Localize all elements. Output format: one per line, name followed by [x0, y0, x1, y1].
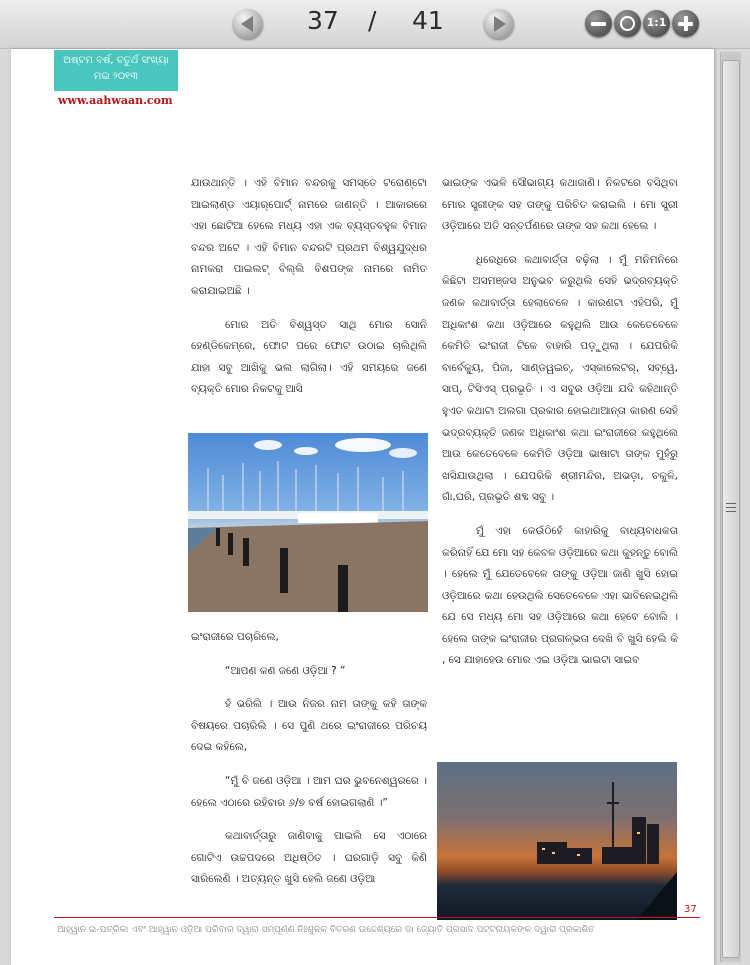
- zoom-in-button[interactable]: [672, 10, 699, 37]
- quote: “ଆପଣ କଣ ଜଣେ ଓଡ଼ିଆ ? ”: [225, 664, 346, 677]
- scroll-grip-icon: [726, 500, 736, 514]
- next-page-icon: [494, 16, 506, 32]
- issue-masthead: [54, 50, 178, 91]
- paragraph: ଇଂରାଜୀରେ ପଚାରିଲେ,: [191, 631, 279, 643]
- prev-page-button[interactable]: [233, 9, 263, 39]
- website-url[interactable]: www.aahwaan.com: [58, 94, 173, 107]
- article-column-right: [442, 173, 678, 684]
- paragraph: ମୁଁ ଏହା କେଉଁଠିହେଁ କାହାରିକୁ ବାଧ୍ୟବାଧକତା କରିନାହିଁ ଯେ ମୋ ସହ କେବଳ ଓଡ଼ିଆରେ କଥା କୁହନ୍ତୁ ବୋଲି । ହେଲେ ମୁଁ ଯେତେବେଳେ ତାଙ୍କୁ ଓଡ଼ିଆ ଜାଣି ଖୁସି ହୋଇ ଓଡ଼ିଆରେ କଥା ହେଉଥିଲି ସେତେବେଳେ ଏହା ଭାବିନେଇଥିଲି ଯେ ସେ ମଧ୍ୟ ମୋ ସହ ଓଡ଼ିଆରେ କଥା ହେବେ ବୋଲି । ହେଲେ ତାଙ୍କ ଇଂରାଜୀର ପ୍ରଗଳ୍ଭତା ଦେଖି ବି ଖୁସି ହେଲି କି , ସେ ଯାହାହେଉ ମୋର ଏଇ ଓଡ଼ିଆ ଭାଇଟା ସାଇବ: [442, 524, 678, 667]
- paragraph: କଥାବାର୍ତ୍ତାରୁ ଜାଣିବାକୁ ପାଇଲି ସେ ଏଠାରେ ଗୋଟିଏ ଉଚ୍ଚପଦରେ ଅଧିଷ୍ଠିତ । ଘରଗାଡ଼ି ସବୁ କିଣି ସାରିଲେଣି । ଅତ୍ୟନ୍ତ ଖୁସି ହେଲି ଜଣେ ଓଡ଼ିଆ: [191, 830, 427, 886]
- next-page-button[interactable]: [484, 9, 514, 39]
- paragraph: ଯାଉଥାନ୍ତି । ଏହି ବିମାନ ବନ୍ଦରକୁ ସମସ୍ତେ ଟରୋଣ୍ଟୋ ଆଇଲାଣ୍ଡ ଏୟାର୍‌ପୋର୍ଟ୍ ନାମରେ ଜାଣନ୍ତି । ଆକାରରେ ଏହା ଛୋଟିଆ ହେଲେ ମଧ୍ୟ ଏହା ଏକ ବ୍ୟସ୍ତବହୁଳ ବିମାନ ବନ୍ଦର ଅଟେ । ଏହି ବିମାନ ବନ୍ଦରଟି ପ୍ରଥମ ବିଶ୍ୱଯୁଦ୍ଧର ନାମକରା ପାଇଲଟ୍ ବିଲ୍ଲି ବିଶପଙ୍କ ନାମରେ ନାମିତ କରାଯାଇଅଛି ।: [191, 177, 427, 297]
- sunset-harbor-photo: [437, 762, 677, 920]
- zoom-in-icon-vertical: [684, 16, 688, 31]
- paragraph: ଧିରେଧିରେ କଥାବାର୍ତ୍ତା ବଢ଼ିଲା । ମୁଁ ମନିମନିରେ କିଛିଟା ଅସମଞ୍ଜସ ଅନୁଭବ କରୁଥିଲି ସେହି ଭଦ୍ରବ୍ୟକ୍ତି ଜଣକ କଥାବାର୍ତ୍ତା ହେଲାବେଳେ । କାରଣଟା ଏହିପରି, ମୁଁ ଅଧିକାଂଶ କଥା ଓଡ଼ିଆରେ କହୁଥିଲି ଆଉ କେତେବେଳେ କେମିତି ଇଂରାଜୀ ଟିକେ ବାହାରି ପଡ଼ୁଥିଲା । ଯେପରିକି ବାର୍ବେକ୍ୟୁ, ପିଜା, ସାଣ୍ଡୱଇଚ୍, ଏସ୍କାଲେଟର୍, ସବ୍‌ୱେ, ସାପ୍, ଟିସିଏସ୍ ପ୍ରଭୃତି । ଏ ସବୁର ଓଡ଼ିଆ ଯଦି କହିଥାନ୍ତି ହୁଏତ କଥାଟା ଅଲଗା ପ୍ରକାର ହୋଇଥାଆନ୍ତା କାରଣ ସେହି ଭଦ୍ରବ୍ୟକ୍ତି ଜଣକ ଅଧିକାଂଶ କଥା ଇଂରାଜୀରେ କହୁଥିଲେ ଆଉ କେତେବେଳେ କେମିତି ଓଡ଼ିଆ ଭାଷାଟା ତାଙ୍କ ମୁହଁରୁ ଖସିଯାଉଥିଲା । ଯେପରିକି ଶ୍ରୀମନ୍ଦିର, ଅଭଡ଼ା, ଚକୁଳି, ଗାଁ,ଘରି, ପ୍ରଭୃତି ଶବ୍ଦ ସବୁ ।: [442, 253, 678, 504]
- prev-page-icon: [241, 16, 253, 32]
- harbor-illustration: [188, 433, 428, 612]
- reader-toolbar: [0, 0, 750, 49]
- article-column-left: [191, 173, 427, 413]
- harbor-photo: [188, 433, 428, 612]
- article-column-left-lower: [191, 627, 427, 903]
- issue-date: ମଇ ୨୦୧୩: [93, 71, 139, 82]
- footer-credit: ଆହ୍ୱାନ ଇ-ପତ୍ରିକା ଏବଂ ଆହ୍ୱାନ ଓଡ଼ିଆ ପରିବାର ଦ୍ୱାରା ସମ୍ପୂର୍ଣ୍ଣ ନିଃଶୁଳ୍କ ବିତରଣ ଉଦ୍ଦେଶ୍ୟରେ ଡା ଜ୍ୟୋତି ପ୍ରସାଦ ପଟ୍ଟନାୟକଙ୍କ ଦ୍ୱାରା ପ୍ରକାଶିତ: [57, 925, 595, 935]
- page-number: 37: [684, 904, 697, 915]
- paragraph: ମୋର ଅତି ବିଶ୍ୱସ୍ତ ସାଥି ମୋର ସୋନି ହେଣ୍ଡିକେମ୍‌ରେ, ଫୋଟ ପରେ ଫୋଟ ଉଠାଇ ଚାଲିଥିଲି ଯାହା ସବୁ ଆଖିକୁ ଭଲ ଲାଗିଲା। ଏହି ସମୟରେ ଜଣେ ବ୍ୟକ୍ତି ମୋର ନିକଟକୁ ଆସି: [191, 318, 427, 396]
- zoom-out-button[interactable]: [585, 10, 612, 37]
- paragraph: ଭାଇଙ୍କ ଏଭଳି ସୌଭାଗ୍ୟ କଥାଜାଣି। ନିକଟରେ ବସିଥିବା ମୋର ସ୍ତ୍ରୀଙ୍କ ସହ ତାଙ୍କୁ ପରିଚିତ କରାଇଲି । ମୋ ସ୍ତ୍ରୀ ଓଡ଼ିଆରେ ଅତି ସନ୍ତର୍ପଣରେ ତାଙ୍କ ସହ କଥା ହେଲେ ।: [442, 177, 678, 233]
- paragraph: ହଁ ଭରିଲି । ଆଉ ନିଜର ନାମ ତାଙ୍କୁ କହି ତାଙ୍କ ବିଷୟରେ ପଚାରିଲି । ସେ ପୁଣି ଥରେ ଇଂରାଜୀରେ ପରିଚୟ ଦେଇ କହିଲେ,: [191, 698, 427, 754]
- issue-label: ଅଷ୍ଟମ ବର୍ଷ, ଚତୁର୍ଥ ସଂଖ୍ୟା: [63, 55, 169, 66]
- fit-page-button[interactable]: [614, 10, 641, 37]
- zoom-out-icon: [591, 22, 606, 26]
- magazine-page: [11, 49, 714, 965]
- fit-page-icon: [620, 16, 635, 31]
- page-separator: /: [368, 6, 377, 35]
- footer-divider: [54, 917, 700, 918]
- sunset-illustration: [437, 762, 677, 920]
- quote: “ମୁଁ ବି ଜଣେ ଓଡ଼ିଆ । ଆମ ଘର ଭୁବନେଶ୍ୱରରେ । ହେଲେ ଏଠାରେ ରହିବାର ୬/୭ ବର୍ଷ ହୋଇଗଲାଣି ।”: [191, 774, 427, 809]
- total-pages: 41: [412, 6, 444, 35]
- actual-size-icon: 1:1: [646, 16, 667, 29]
- current-page-number[interactable]: 37: [307, 6, 339, 35]
- actual-size-button[interactable]: [643, 10, 670, 37]
